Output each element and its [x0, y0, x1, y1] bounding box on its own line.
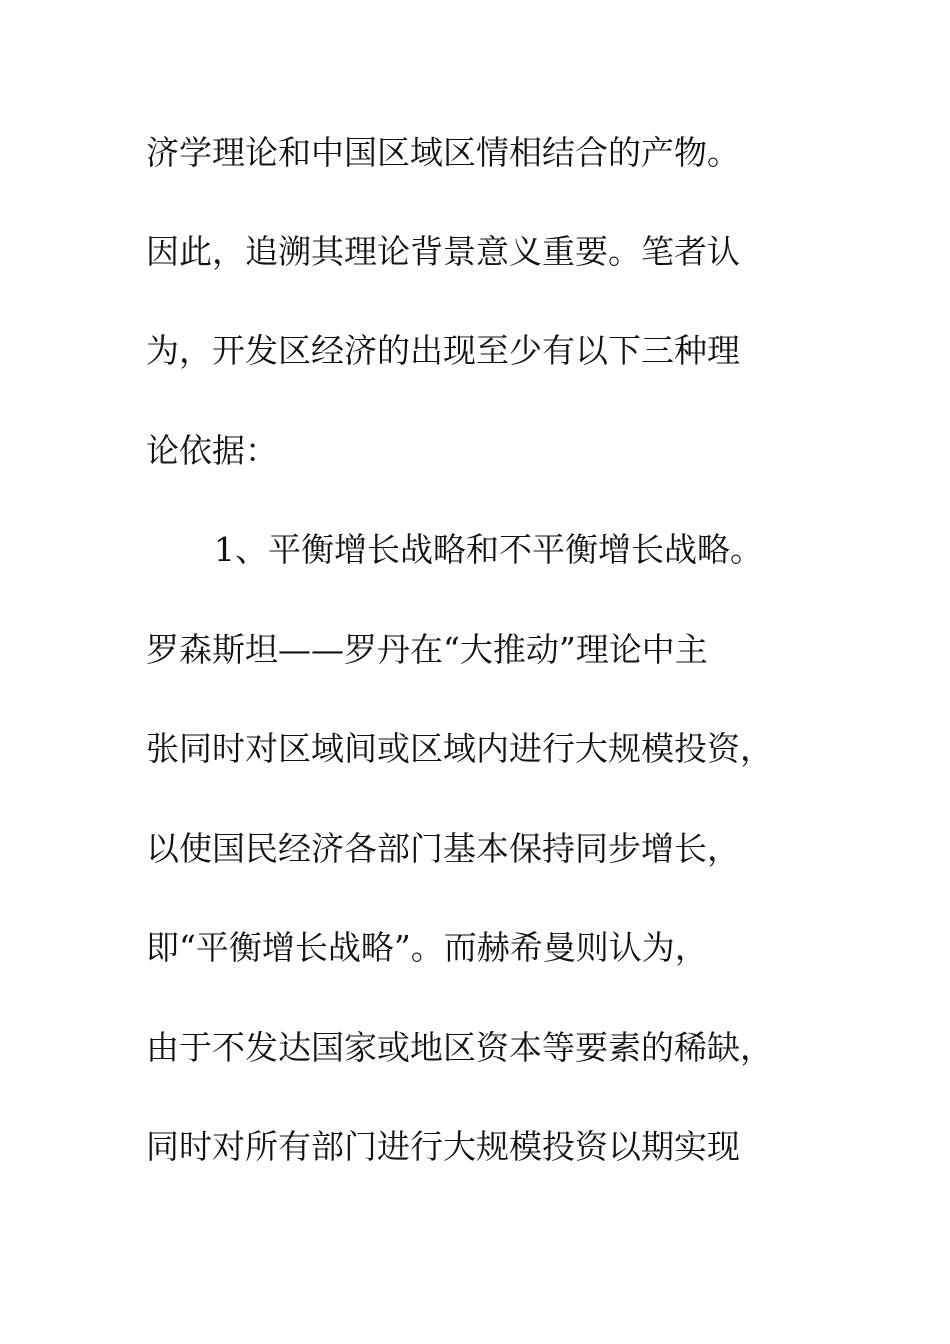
text-line: 即“平衡增长战略”。而赫希曼则认为，	[146, 928, 708, 967]
text-line: 论依据：	[146, 431, 278, 470]
paragraph-first-line: 1、平衡增长战略和不平衡增长战略。	[214, 530, 763, 569]
text-line: 张同时对区域间或区域内进行大规模投资，	[146, 729, 773, 768]
text-line: 因此，追溯其理论背景意义重要。笔者认	[146, 232, 740, 271]
text-line: 罗森斯坦——罗丹在“大推动”理论中主	[146, 630, 708, 669]
text-line: 为，开发区经济的出现至少有以下三种理	[146, 331, 740, 370]
text-line: 由于不发达国家或地区资本等要素的稀缺，	[146, 1028, 773, 1067]
text-line: 同时对所有部门进行大规模投资以期实现	[146, 1127, 740, 1166]
text-line: 济学理论和中国区域区情相结合的产物。	[146, 133, 740, 172]
text-line: 以使国民经济各部门基本保持同步增长，	[146, 829, 740, 868]
